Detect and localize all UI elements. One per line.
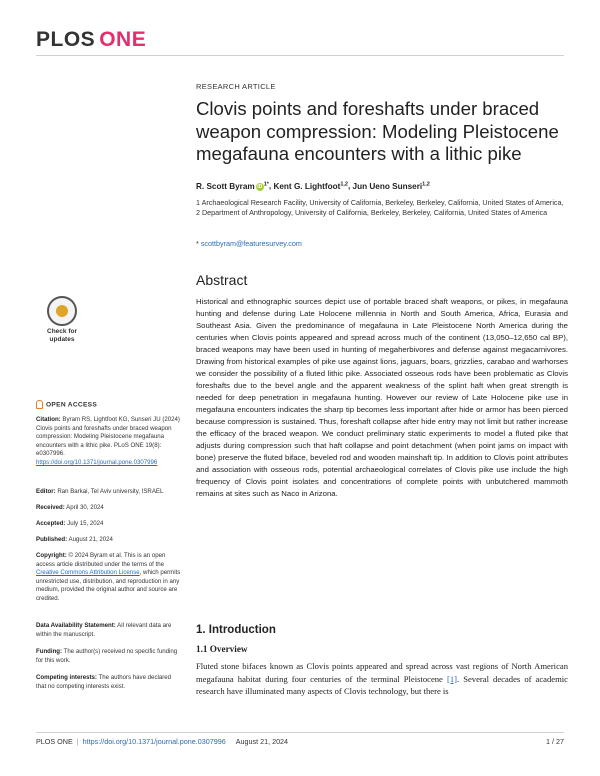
author-2[interactable]: Kent G. Lightfoot$^{1,2}$ <box>273 181 348 191</box>
editor-block: Editor: Ran Barkai, Tel Aviv university, ISRAEL <box>36 488 164 495</box>
open-lock-icon <box>36 400 43 409</box>
received-date: Received: April 30, 2024 <box>36 504 104 511</box>
check-updates-icon <box>47 296 77 326</box>
logo-one: ONE <box>99 28 147 51</box>
page-number: 1 / 27 <box>546 737 564 746</box>
logo-plos: PLOS <box>36 28 96 51</box>
article-title: Clovis points and foreshafts under braced weapon compression: Modeling Pleistocene megafauna encounters with a lithic pike <box>196 98 559 165</box>
license-link[interactable]: Creative Commons Attribution License <box>36 569 140 577</box>
footer-date: August 21, 2024 <box>235 737 289 746</box>
reference-link[interactable]: [1] <box>446 673 457 684</box>
section-label: RESEARCH ARTICLE <box>196 82 276 91</box>
affiliations: 1 Archaeological Research Facility, University of California, Berkeley, Berkeley, California, United States of America, 2 Department of Anthropology, University of California, Berkeley, Berkeley, California, United States of America <box>196 198 564 217</box>
orcid-icon[interactable]: iD <box>257 183 263 190</box>
abstract-heading: Abstract <box>196 272 248 288</box>
check-for-updates-badge[interactable]: Check for updates <box>36 296 88 352</box>
author-list: R. Scott Byram iD $^{1*}$, Kent G. Lightfoot$^{1,2}$, Jun Ueno Sunseri$^{1,2}$ <box>196 181 430 191</box>
funding-block: Funding: The author(s) received no specific funding for this work. <box>36 648 178 664</box>
published-date: Published: August 21, 2024 <box>36 536 113 543</box>
page-footer: PLOS ONE | https://doi.org/10.1371/journal.pone.0307996 August 21, 2024 <box>36 737 289 746</box>
email-link[interactable]: scottbyram@featuresurvey.com <box>200 239 302 248</box>
journal-logo[interactable] <box>36 28 146 52</box>
header-divider <box>36 55 564 56</box>
accepted-date: Accepted: July 15, 2024 <box>36 520 104 527</box>
author-3[interactable]: Jun Ueno Sunseri$^{1,2}$ <box>352 181 430 191</box>
body-paragraph: Fluted stone bifaces known as Clovis points appeared and spread across vast regions of North American megafauna habitat during four centuries of the terminal Pleistocene [1]. Several decades of academic research have illuminated many aspects of Clovis technology, but there is <box>196 661 568 697</box>
corresponding-email <box>196 239 568 248</box>
overview-heading: 1.1 Overview <box>196 644 248 654</box>
data-availability-block: Data Availability Statement: All relevant data are within the manuscript. <box>36 622 172 638</box>
corresponding-marker: * <box>196 239 199 248</box>
citation-doi-link[interactable]: https://doi.org/10.1371/journal.pone.0307996 <box>36 458 158 466</box>
introduction-heading: 1. Introduction <box>196 624 276 636</box>
footer-divider <box>36 732 564 733</box>
copyright-block: Copyright: © 2024 Byram et al. This is an open access article distributed under the terms of the Creative Commons Attribution License, which permits unrestricted use, distribution, and reproduction in any medium, provided the original author and source are credited. <box>36 552 181 602</box>
author-1[interactable]: R. Scott Byram iD $^{1*}$ <box>196 181 269 191</box>
footer-journal: PLOS ONE <box>36 737 73 746</box>
footer-doi-link[interactable]: https://doi.org/10.1371/journal.pone.0307996 <box>82 737 226 746</box>
open-access-label: OPEN ACCESS <box>36 400 181 410</box>
citation-block: Citation: Byram RS, Lightfoot KG, Sunseri JU (2024) Clovis points and foreshafts under braced weapon compression: Modeling Pleistocene megafauna encounters with a lithic pike. PLoS ONE 19(8): e0307996. https://doi.org/10.1371/journal.pone.0307996 <box>36 416 180 466</box>
abstract-text: Historical and ethnographic sources depict use of portable braced shaft weapons, or pikes, in megafauna hunting and defense during Late Holocene millennia in North and South America, Africa, Eurasia and Southeast Asia. Given the predominance of megafauna in Late Pleistocene North America during the centuries when Clovis points appeared and spread across much of the continent (13,050–12,650 cal BP), braced weapons may have been used in hunting of megaherbivores and defense against megacarnivores. Drawing from historical examples of pike use against lions, jaguars, boars, grizzlies, carabao and warhorses we consider the possibility of a fluted lithic pike. Associated osseous rods have been problematic as Clovis foreshafts due to the bevel angle and the apparent weakness of the splint haft when great strength is needed for deep penetration in megafauna hunting. However our review of Late Holocene pike use in megafauna encounters indicates the sharp tip becomes less important after hide or armor has been pierced because compression is sustained. Thus, foreshaft collapse after hide entry may not limit but rather increase the efficacy of the braced weapon. We conduct preliminary static experiments to model a fluted pike that adjusts during compression such that haft collapse and point detachment (when point jams on impact with bone) preserve the fluted biface, beveled rod and wooden mainshaft tip. In addition to Clovis point attributes and association with osseous rods, potential archaeological correlates of Clovis pike use include the high frequency of Clovis point isolates and concentrations of complete points with unbutchered mammoth remains at sites such as Naco in Arizona. <box>196 297 568 498</box>
competing-interests-block: Competing interests: The authors have declared that no competing interests exist. <box>36 674 172 690</box>
